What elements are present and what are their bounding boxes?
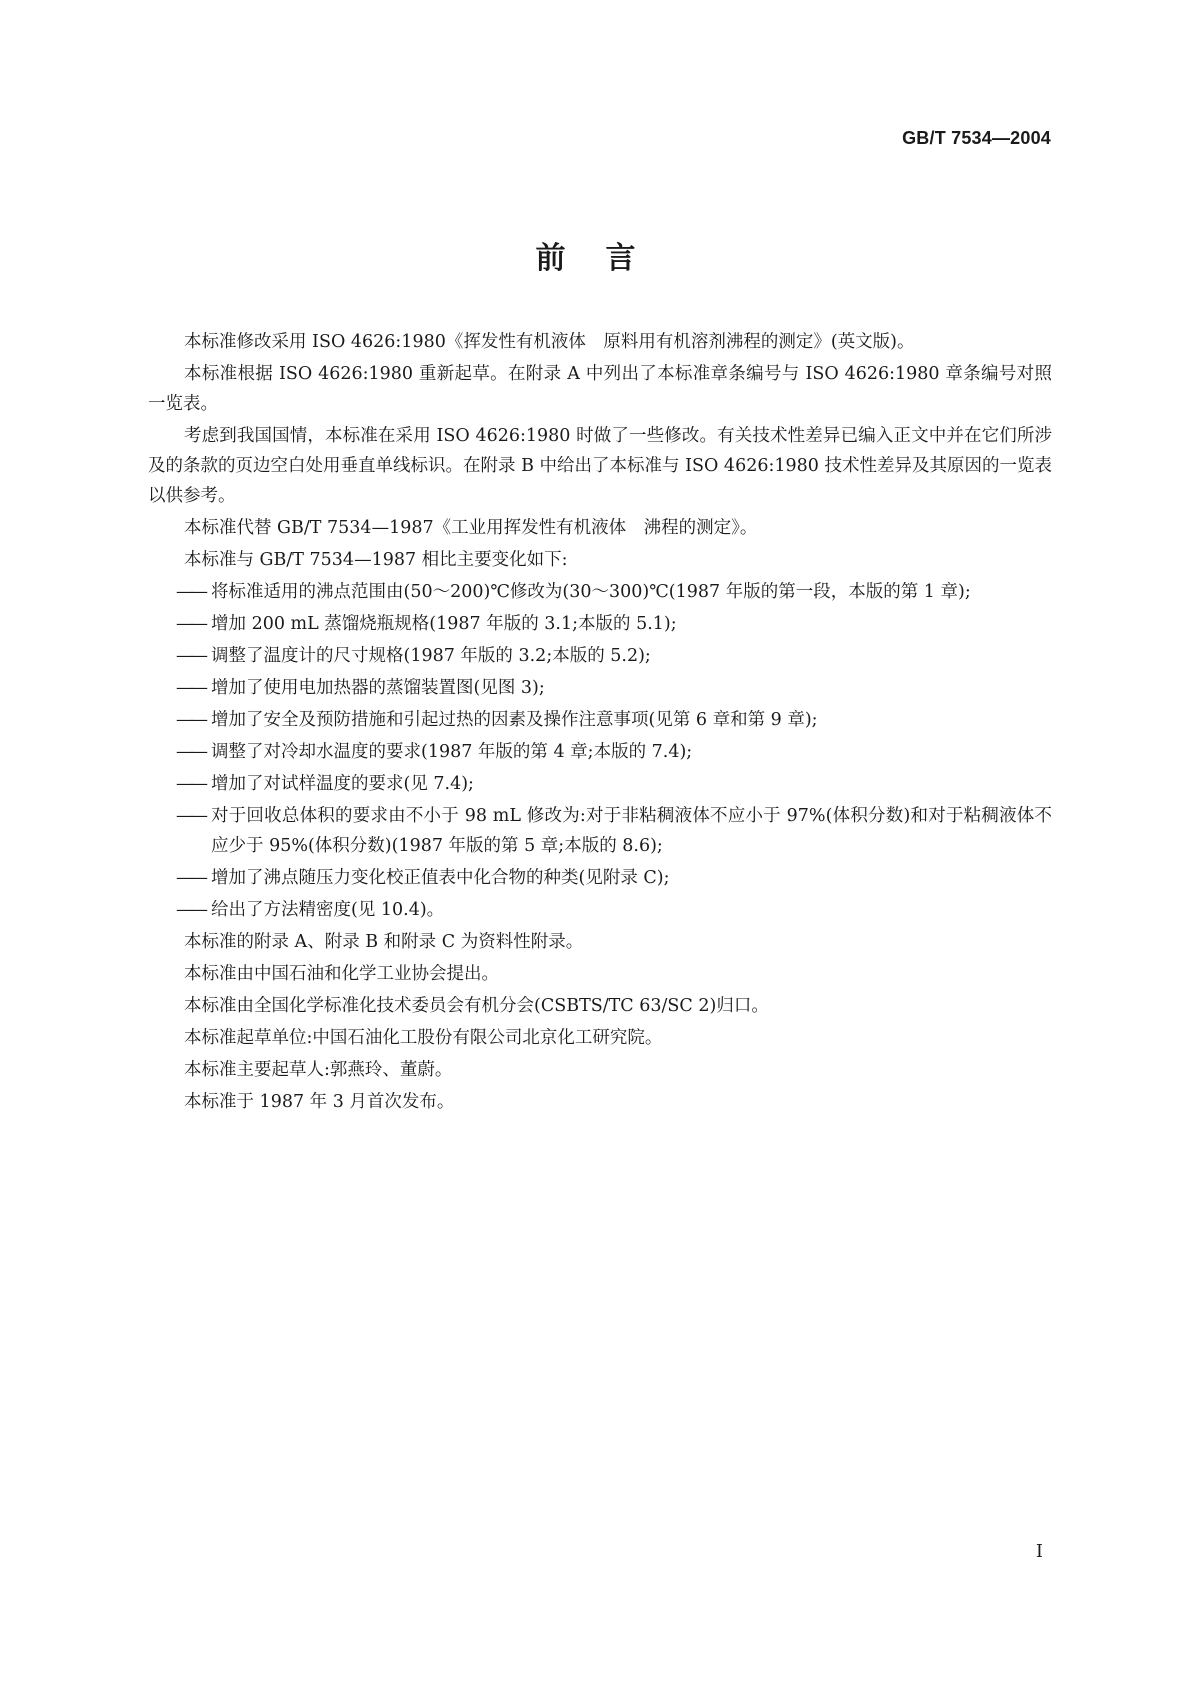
dash-marker: —— xyxy=(176,868,205,888)
list-item: —— 将标准适用的沸点范围由(50～200)℃修改为(30～300)℃(1987 年版的第一段，本版的第 1 章); xyxy=(148,577,1052,607)
list-item: —— 增加了安全及预防措施和引起过热的因素及操作注意事项(见第 6 章和第 9 章); xyxy=(148,705,1052,735)
paragraph-adoption: 本标准修改采用 ISO 4626:1980《挥发性有机液体 原料用有机溶剂沸程的测定》(英文版)。 xyxy=(184,332,915,352)
dash-marker: —— xyxy=(176,614,205,634)
dash-marker: —— xyxy=(176,900,205,920)
paragraph-proposer: 本标准由中国石油和化学工业协会提出。 xyxy=(184,964,499,984)
list-item: —— 调整了对冷却水温度的要求(1987 年版的第 4 章;本版的 7.4); xyxy=(148,737,1052,767)
list-item: —— 增加了沸点随压力变化校正值表中化合物的种类(见附录 C); xyxy=(148,863,1052,893)
paragraph-first-issue: 本标准于 1987 年 3 月首次发布。 xyxy=(184,1092,455,1112)
paragraph-drafting-unit: 本标准起草单位:中国石油化工股份有限公司北京化工研究院。 xyxy=(184,1028,663,1048)
paragraph-replaces: 本标准代替 GB/T 7534—1987《工业用挥发性有机液体 沸程的测定》。 xyxy=(184,518,758,538)
paragraph-redrafting: 本标准根据 ISO 4626:1980 重新起草。在附录 A 中列出了本标准章条编号与 ISO 4626:1980 章条编号对照一览表。 xyxy=(148,364,1052,414)
list-item: —— 调整了温度计的尺寸规格(1987 年版的 3.2;本版的 5.2); xyxy=(148,641,1052,671)
dash-marker: —— xyxy=(176,742,205,762)
page-number: I xyxy=(1035,1541,1043,1562)
paragraph-committee: 本标准由全国化学标准化技术委员会有机分会(CSBTS/TC 63/SC 2)归口。 xyxy=(184,996,769,1016)
list-item: —— 增加了对试样温度的要求(见 7.4); xyxy=(148,769,1052,799)
document-body xyxy=(148,327,1052,1119)
paragraph-changes-intro: 本标准与 GB/T 7534—1987 相比主要变化如下: xyxy=(184,550,568,570)
paragraph-drafters: 本标准主要起草人:郭燕玲、董蔚。 xyxy=(184,1060,453,1080)
changes-list xyxy=(148,577,1052,925)
list-item: —— 给出了方法精密度(见 10.4)。 xyxy=(148,895,1052,925)
dash-marker: —— xyxy=(176,678,205,698)
standard-code: GB/T 7534—2004 xyxy=(902,128,1051,148)
list-item: —— 增加 200 mL 蒸馏烧瓶规格(1987 年版的 3.1;本版的 5.1); xyxy=(148,609,1052,639)
paragraph-modifications: 考虑到我国国情，本标准在采用 ISO 4626:1980 时做了一些修改。有关技术性差异已编入正文中并在它们所涉及的条款的页边空白处用垂直单线标识。在附录 B 中给出了本标准与 ISO 4626:1980 技术性差异及其原因的一览表以供参考。 xyxy=(148,426,1052,506)
page-title: 前言 xyxy=(535,241,676,276)
list-item: —— 增加了使用电加热器的蒸馏装置图(见图 3); xyxy=(148,673,1052,703)
dash-marker: —— xyxy=(176,806,205,826)
list-item: —— 对于回收总体积的要求由不小于 98 mL 修改为:对于非粘稠液体不应小于 97%(体积分数)和对于粘稠液体不应少于 95%(体积分数)(1987 年版的第 5 章;本版的 8.6); xyxy=(148,801,1052,861)
dash-marker: —— xyxy=(176,774,205,794)
paragraph-appendices: 本标准的附录 A、附录 B 和附录 C 为资料性附录。 xyxy=(184,932,584,952)
dash-marker: —— xyxy=(176,646,205,666)
dash-marker: —— xyxy=(176,582,205,602)
dash-marker: —— xyxy=(176,710,205,730)
